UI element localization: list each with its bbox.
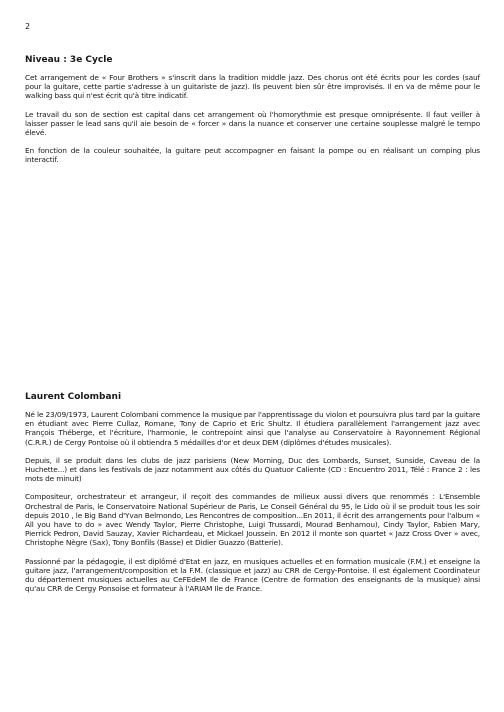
- section-body-level: [25, 73, 480, 174]
- paragraph: En fonction de la couleur souhaitée, la guitare peut accompagner en faisant la pompe ou en réalisant un comping plus interactif.: [25, 146, 480, 165]
- section-heading-level: Niveau : 3e Cycle: [25, 55, 113, 65]
- paragraph: Compositeur, orchestrateur et arrangeur, il reçoit des commandes de milieux aussi divers que renommés : L'Ensemble Orchestral de Paris, le Conservatoire National Supérieur de Paris, Le Conseil Général du 95, le Lido où il se produit tous les soir depuis 2010 , le Big Band d'Yvan Belmondo, Les Rencontres de composition...En 2011, il écrit des arrangements pour l'album « All you have to do » avec Wendy Taylor, Pierre Christophe, Luigi Trussardi, Mourad Benhamou), Cindy Taylor, Fabien Mary, Pierrick Pedron, David Sauzay, Xavier Richardeau, et Mickael Joussein. En 2012 il monte son quartet « Jazz Cross Over » avec, Christophe Nègre (Sax), Tony Bonfils (Basse) et Didier Guazzo (Batterie).: [25, 492, 480, 548]
- section-body-author: [25, 410, 480, 602]
- paragraph: Passionné par la pédagogie, il est diplômé d'Etat en jazz, en musiques actuelles et en formation musicale (F.M.) et enseigne la guitare jazz, l'arrangement/composition et la F.M. (classique et jazz) au CRR de Cergy-Pontoise. Il est également Coordinateur du département musiques actuelles au CeFEdeM Ile de France (Centre de formation des enseignants de la musique) ainsi qu'au CRR de Cergy Ponsoise et formateur à l'ARIAM Ile de France.: [25, 556, 480, 594]
- paragraph: Depuis, il se produit dans les clubs de jazz parisiens (New Morning, Duc des Lombards, Sunset, Sunside, Caveau de la Huchette...) et dans les festivals de jazz notamment aux côtés du Quatuor Caliente (CD : Encuentro 2011, Télé : France 2 : les mots de minuit): [25, 455, 480, 484]
- paragraph: Né le 23/09/1973, Laurent Colombani commence la musique par l'apprentissage du violon et poursuivra plus tard par la guitare en étudiant avec Pierre Cullaz, Romane, Tony de Caprio et Eric Shultz. Il étudiera parallèlement l'arrangement jazz avec François Théberge, et l'écriture, l'harmonie, le contrepoint ainsi que l'analyse au Conservatoire à Rayonnement Régional (C.R.R.) de Cergy Pontoise où il obtiendra 5 médailles d'or et deux DEM (diplômes d'études musicales).: [25, 410, 480, 447]
- paragraph: Le travail du son de section est capital dans cet arrangement où l'homorythmie est presque omniprésente. Il faut veiller à laisser passer le lead sans qu'il aie besoin de « forcer » dans la nuance et conserver une certaine souplesse malgré le tempo élevé.: [25, 109, 480, 138]
- paragraph: Cet arrangement de « Four Brothers » s'inscrit dans la tradition middle jazz. Des chorus ont été écrits pour les cordes (sauf pour la guitare, cette partie s'adresse à un guitariste de jazz). Ils peuvent bien sûr être improvisés. Il en va de même pour le walking bass qui n'est écrit qu'à titre indicatif.: [25, 73, 480, 101]
- section-heading-author: Laurent Colombani: [25, 392, 122, 402]
- page-number: 2: [25, 22, 31, 31]
